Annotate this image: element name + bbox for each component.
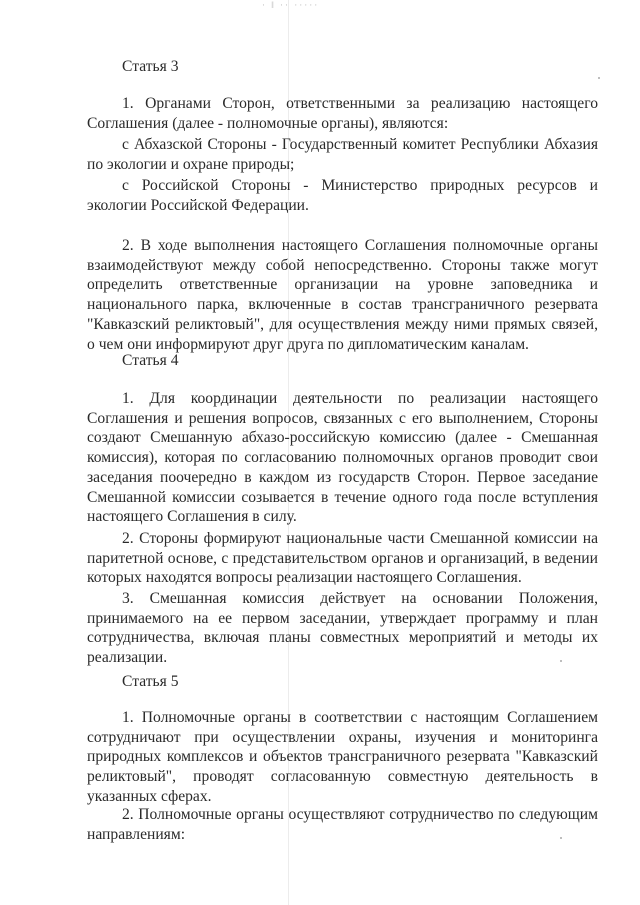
article-4-paragraph: 1. Для координации деятельности по реализации настоящего Соглашения и решения вопросов, связанных с его выполнением, Стороны создают Смешанную абхазо-российскую комиссию (далее - Смешанная комиссия), которая по согласованию полномочных органов проводит свои заседания поочередно в каждом из государств Сторон. Первое заседание Смешанной комиссии созывается в течение одного года после вступления настоящего Соглашения в силу. — [87, 390, 598, 526]
article-3-paragraph: 1. Органами Сторон, ответственными за реализацию настоящего Соглашения (далее - полномочные органы), являются: — [87, 95, 598, 132]
article-4-heading: Статья 4 — [122, 352, 179, 369]
article-4-paragraph: 3. Смешанная комиссия действует на основании Положения, принимаемого на ее первом заседании, утверждает программу и план сотрудничества, включая планы совместных мероприятий и методы их реализации. — [87, 590, 598, 667]
article-3-paragraph: с Абхазской Стороны - Государственный комитет Республики Абхазия по экологии и охране природы; — [87, 136, 598, 173]
article-5-paragraph: 2. Полномочные органы осуществляют сотрудничество по следующим направлениям: — [87, 806, 598, 843]
article-3-heading: Статья 3 — [122, 58, 179, 75]
article-5-heading: Статья 5 — [122, 673, 179, 690]
article-3-paragraph: с Российской Стороны - Министерство природных ресурсов и экологии Российской Федерации. — [87, 177, 598, 214]
article-4-paragraph: 2. Стороны формируют национальные части Смешанной комиссии на паритетной основе, с представительством органов и организаций, в ведении которых находятся вопросы реализации настоящего Соглашения. — [87, 530, 598, 587]
scan-speck — [598, 77, 600, 79]
article-3-paragraph: 2. В ходе выполнения настоящего Соглашения полномочные органы взаимодействуют между собой непосредственно. Стороны также могут определить ответственные организации на уровне заповедника и национального парка, включенные в состав трансграничного резервата "Кавказский реликтовый", для осуществления между ними прямых связей, о чем они информируют друг друга по дипломатическим каналам. — [87, 237, 598, 353]
article-5-paragraph: 1. Полномочные органы в соответствии с настоящим Соглашением сотрудничают при осуществлении охраны, изучения и мониторинга природных комплексов и объектов трансграничного резервата "Кавказский реликтовый", проводят согласованную совместную деятельность в указанных сферах. — [87, 709, 598, 805]
scan-artifact: · ‖ ·· ····· — [262, 0, 320, 10]
